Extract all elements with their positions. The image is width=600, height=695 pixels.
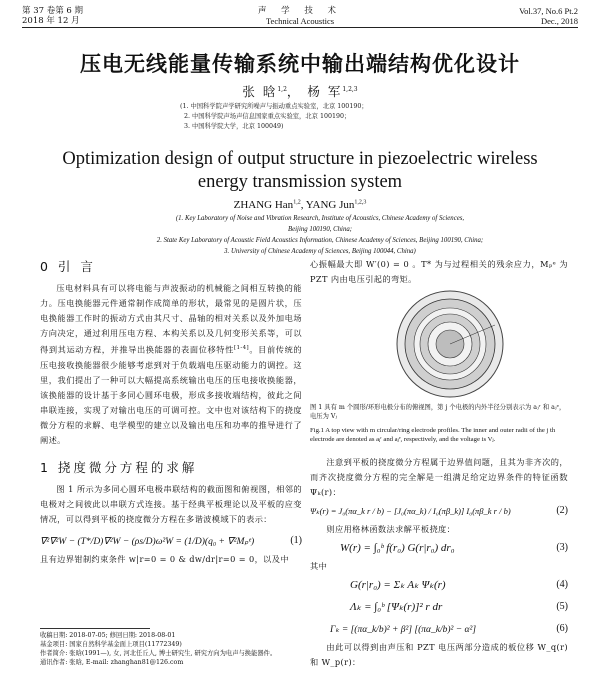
right-paragraph-2: 则应用格林函数法求解平板挠度： [326, 524, 456, 534]
equation-2-body: Ψₖ(r) = J₀(πα_k r / b) − [J₀(πα_k) / I₀(πβ_k)] I₀(πβ_k r / b) [310, 506, 511, 516]
figure-caption-en: Fig.1 A top view with m circular/ring electrode profiles. The inner and outer radii of the j th electrode are denoted as aⱼʳ and aⱼᵉ, respectively, and the voltage is Vⱼ. [310, 427, 556, 443]
affiliation-cn-1: (1. 中国科学院声学研究所噪声与振动重点实验室，北京 100190； [180, 103, 368, 110]
equation-2 [310, 500, 568, 522]
citation-1: [1-4] [233, 345, 250, 351]
issue-date: 2018 年 12 月 [22, 16, 80, 26]
right-top-text: 心振幅最大即 W′(0) = 0 。T* 为与过程相关的残余应力，Mₚᵉ 为 PZT 内由电压引起的弯矩。 [310, 259, 568, 284]
equation-5-body: Λₖ = ∫₀ᵇ [Ψₖ(r)]² r dr [350, 601, 443, 613]
authors-en: ZHANG Han$^{1,2}$, YANG Jun$^{1,2,3}$ [233, 199, 367, 211]
affiliation-cn-3: 3. 中国科学院大学，北京 100049) [184, 123, 284, 130]
right-paragraph-3: 其中 [310, 561, 328, 571]
equation-6-number: (6) [556, 623, 568, 634]
journal-header [22, 6, 578, 28]
boundary-condition-text: 且有边界钳制约束条件 w|r=0 = 0 & dw/dr|r=0 = 0，以及中 [40, 553, 289, 564]
equation-3 [310, 537, 568, 559]
figure-caption-cn: 图 1 具有 m 个圆形/环形电极分布的俯视图，第 j 个电极的内外半径分别表示为 aⱼʳ 和 aⱼᵉ，电压为 Vⱼ [310, 404, 566, 420]
section-1-heading: 1 挠度微分方程的求解 [40, 459, 198, 475]
section-1-paragraph: 图 1 所示为多同心圆环电极串联结构的截面图和俯视图，相邻的电极对之间彼此以串联方式连接。基于经典平板理论以及平板的应变情况，可以得到平板的挠度微分方程在多谐波模域下的表示： [40, 483, 302, 524]
journal-name-en: Technical Acoustics [265, 16, 335, 26]
right-paragraph-1: 注意到平板的挠度微分方程属于边界值问题，且其为非齐次的，而齐次挠度微分方程的完全解是一组满足给定边界条件的特征函数 Ψₖ(r)： [310, 457, 568, 497]
equation-1 [40, 530, 302, 552]
footnote-rule [40, 628, 150, 629]
equation-4-number: (4) [556, 579, 568, 590]
author-1-sup: 1,2 [277, 85, 287, 93]
author-2-sup: 1,2,3 [342, 85, 358, 93]
affiliations-cn [180, 102, 368, 132]
section-0-text-b: 。目前传统的压电接收换能器很少能够考虑到对于负载端电压驱动能力的调控。这里，我们提出了一种可以大幅提高系统输出电压的压电接收换能器，该换能器的设计基于多同心圆环电极，形成多接收端结构，彼此之间串联连接，实现了对输出电压的可调可控。文中也对该结构下的挠度微分方程的求解、电学模型的建立以及输出电压和功率的推导进行了阐述。 [40, 344, 302, 445]
equation-5-number: (5) [556, 601, 568, 612]
journal-name-cn: 声 学 技 术 [257, 6, 343, 16]
header-right [519, 6, 578, 26]
right-body [310, 455, 568, 670]
footnote-author: 作者简介: 张晗(1991—), 女, 河北任丘人, 博士研究生, 研究方向为电声与换能器件。 [40, 650, 277, 657]
author-en-1-sup: 1,2 [293, 199, 301, 206]
section-0-paragraph [40, 281, 302, 448]
equation-1-number: (1) [290, 534, 302, 546]
equation-3-body: W(r) = ∫₀ᵇ f(r₀) G(r|r₀) dr₀ [340, 542, 455, 554]
paper-title-cn: 压电无线能量传输系统中输出端结构优化设计 [80, 52, 520, 76]
author-en-2: YANG Jun [305, 199, 355, 211]
authors-cn: 张 晗$^{1,2}$， 杨 军$^{1,2,3}$ [242, 84, 358, 99]
right-paragraph-4: 由此可以得到由声压和 PZT 电压两部分造成的板位移 W_q(r) 和 W_p(r)： [310, 642, 568, 667]
paper-title-en [0, 148, 600, 194]
author-en-2-sup: 1,2,3 [354, 199, 367, 206]
section-0-heading: 0 引 言 [40, 259, 96, 274]
equation-4-body: G(r|r₀) = Σₖ Aₖ Ψₖ(r) [350, 579, 446, 591]
equation-6 [310, 618, 568, 640]
author-en-1: ZHANG Han [233, 199, 294, 211]
date-en: Dec., 2018 [540, 16, 578, 26]
title-en-line-2: energy transmission system [197, 172, 403, 192]
right-column [310, 257, 568, 287]
electrode-figure [395, 289, 505, 399]
affiliation-en-2: 2. State Key Laboratory of Acoustic Field Acoustics Information, Chinese Academy of Sciences, Beijing 100190, China; [156, 237, 484, 244]
affiliation-en-3: 3. University of Chinese Academy of Sciences, Beijing 100044, China) [224, 248, 416, 255]
header-center [22, 6, 578, 26]
affiliation-en-1: (1. Key Laboratory of Noise and Vibration Research, Institute of Acoustics, Chinese Academy of Sciences, [175, 215, 465, 222]
affiliation-cn-2: 2. 中国科学院声场声信息国家重点实验室，北京 100190； [184, 113, 351, 120]
equation-2-number: (2) [556, 505, 568, 516]
title-en-line-1: Optimization design of output structure in piezoelectric wireless [62, 149, 538, 169]
footnote-fund: 基金项目: 国家自然科学基金面上项目(11772349) [40, 641, 182, 648]
footnote [40, 631, 302, 667]
volume-issue: 第 37 卷第 6 期 [22, 6, 84, 16]
equation-3-number: (3) [556, 542, 568, 553]
affiliations-en [100, 213, 540, 257]
footnote-received: 收稿日期: 2018-07-05; 修回日期: 2018-08-01 [40, 632, 176, 639]
equation-4 [310, 574, 568, 596]
footnote-contact: 通讯作者: 张晗, E-mail: zhanghan81@126.com [40, 659, 184, 666]
affiliation-en-1b: Beijing 100190, China; [288, 226, 352, 233]
author-2: 杨 军 [307, 84, 343, 99]
volume-en: Vol.37, No.6 Pt.2 [519, 6, 578, 16]
left-column [40, 257, 302, 567]
author-1: 张 晗 [242, 84, 278, 99]
equation-6-body: Γₖ = [(πα_k/b)² + β²] [(πα_k/b)² − α²] [330, 625, 477, 635]
equation-1-body: ∇²∇²W − (T*/D)∇²W − (ρs/D)ω²W = (1/D)(q₀ + ∇²Mₚᵉ) [40, 536, 255, 547]
equation-5 [310, 596, 568, 618]
section-0-text-a: 压电材料具有可以将电能与声波振动的机械能之间相互转换的能力。压电换能器元件通常制作成简单的形状，最常见的是圆片状，压电换能器工作时的振动方式由其尺寸、晶轴的相对关系以及外加电场方向决定，通过利用压电方程、本构关系以及几何变形关系等，可以得到其运动方程，并推导出换能器的表面位移特性 [40, 283, 302, 355]
